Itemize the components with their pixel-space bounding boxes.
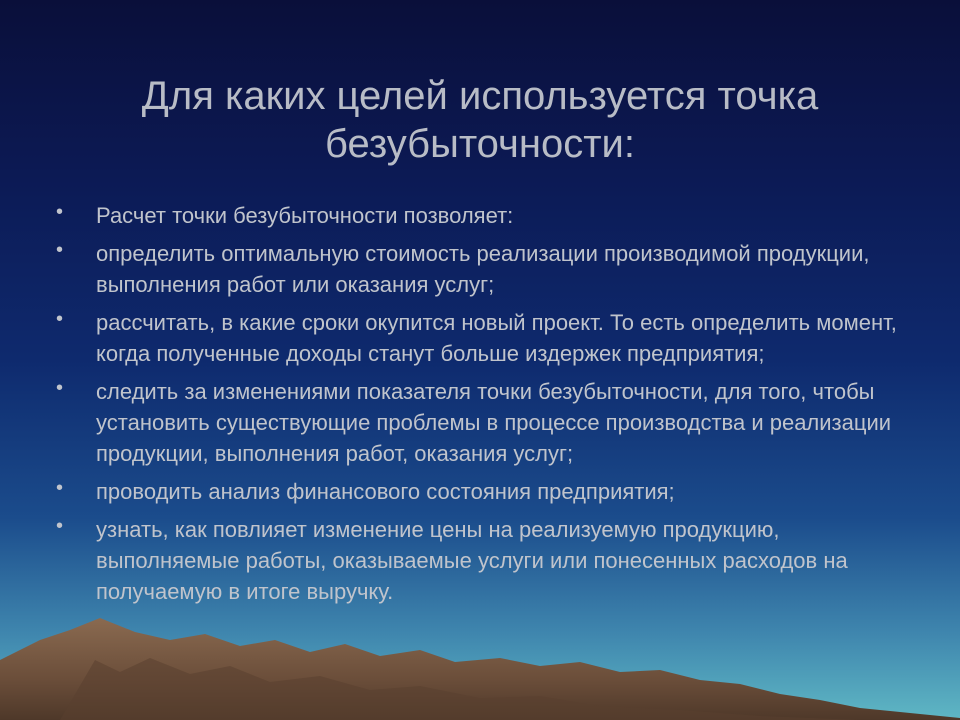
bullet-icon: • xyxy=(56,308,64,330)
list-item xyxy=(56,376,916,469)
bullet-text: Расчет точки безубыточности позволяет: xyxy=(96,203,514,228)
list-item xyxy=(56,476,916,507)
list-item xyxy=(56,514,916,607)
slide-title: Для каких целей используется точка безубыточности: xyxy=(141,74,819,166)
bullet-icon: • xyxy=(56,515,64,537)
mountains-background xyxy=(0,600,960,720)
bullet-text: рассчитать, в какие сроки окупится новый проект. То есть определить момент, когда полученные доходы станут больше издержек предприятия; xyxy=(96,310,897,366)
bullet-text: узнать, как повлияет изменение цены на реализуемую продукцию, выполняемые работы, оказываемые услуги или понесенных расходов на получаемую в итоге выручку. xyxy=(96,517,848,604)
list-item xyxy=(56,307,916,369)
bullet-text: следить за изменениями показателя точки безубыточности, для того, чтобы установить существующие проблемы в процессе производства и реализации продукции, выполнения работ, оказания услуг; xyxy=(96,379,892,466)
bullet-icon: • xyxy=(56,239,64,261)
list-item xyxy=(56,238,916,300)
bullet-icon: • xyxy=(56,377,64,399)
bullet-list xyxy=(56,200,916,614)
list-item xyxy=(56,200,916,231)
bullet-icon: • xyxy=(56,477,64,499)
bullet-text: проводить анализ финансового состояния предприятия; xyxy=(96,479,675,504)
bullet-text: определить оптимальную стоимость реализации производимой продукции, выполнения работ или оказания услуг; xyxy=(96,241,870,297)
bullet-icon: • xyxy=(56,201,64,223)
